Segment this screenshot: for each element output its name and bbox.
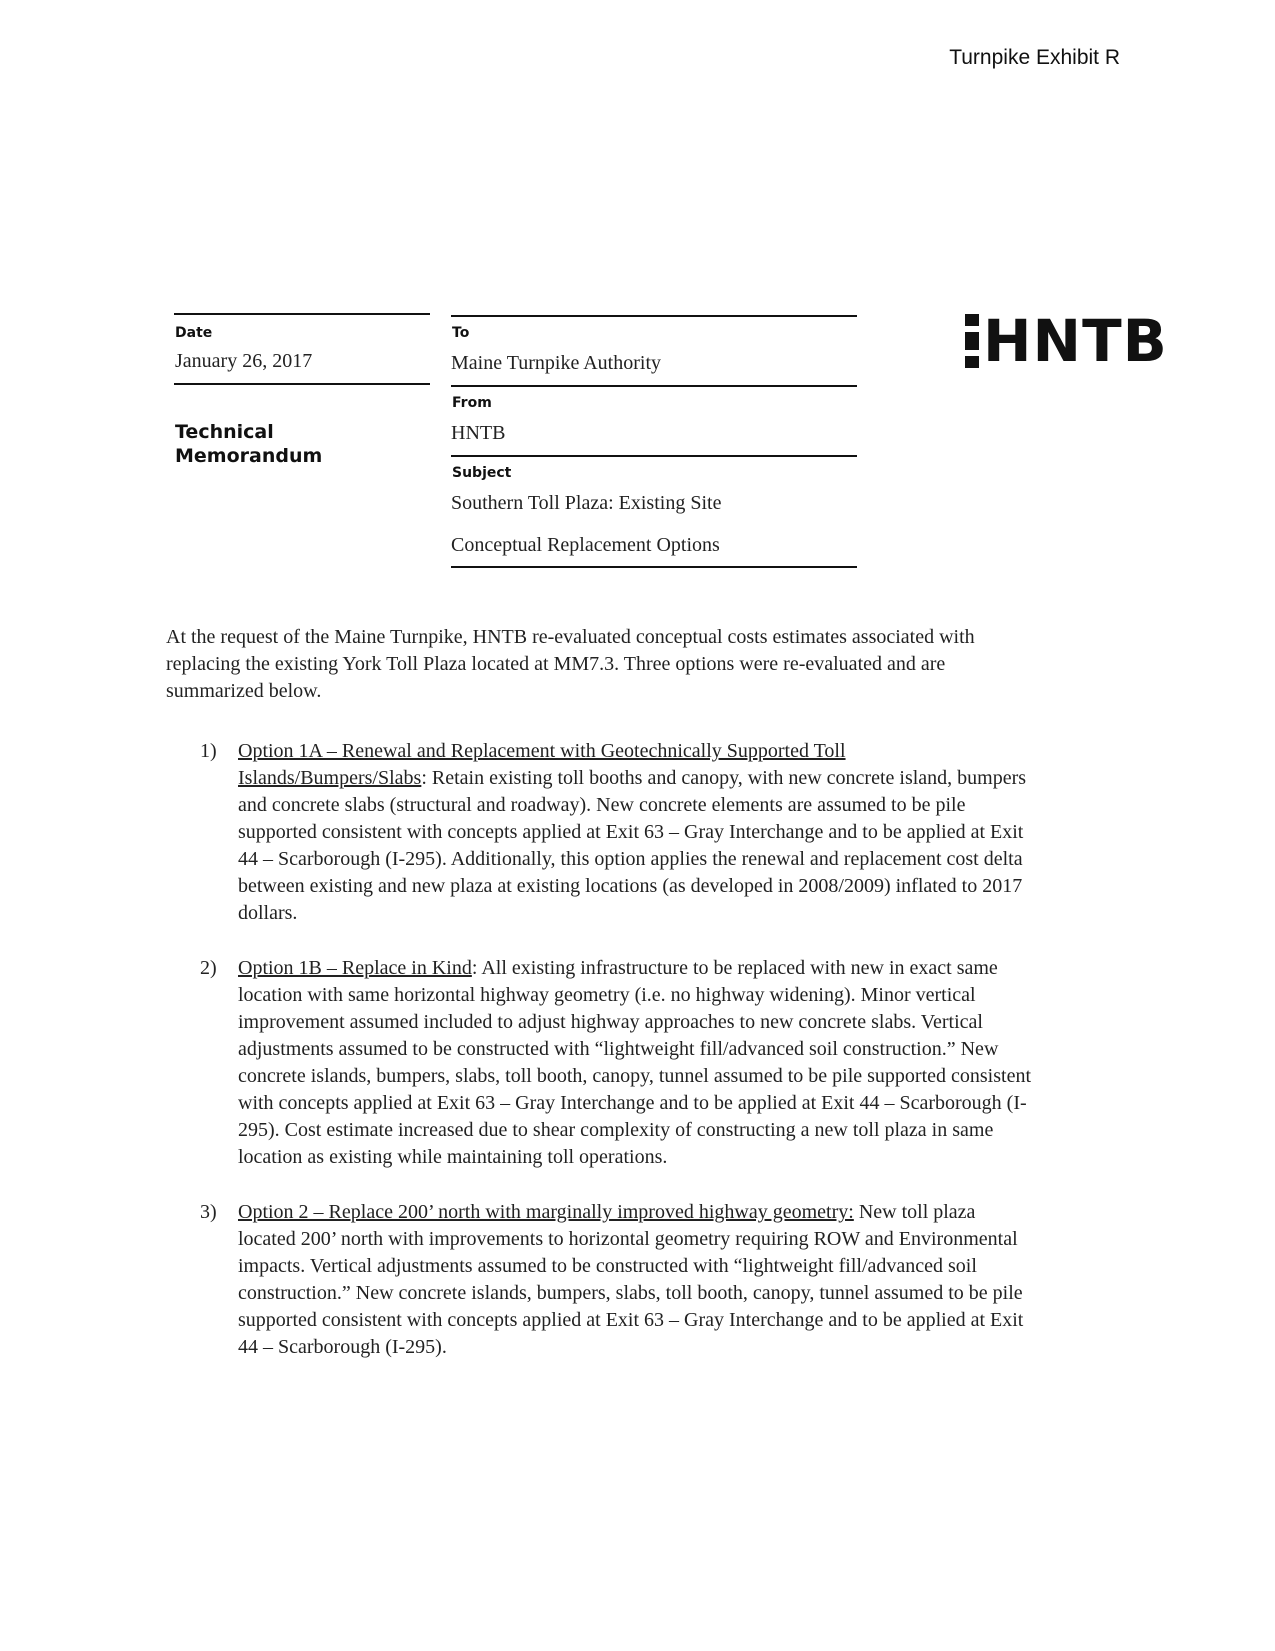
options-list [166,738,1036,1389]
subject-label: Subject [452,465,512,481]
option-body: Retain existing toll booths and canopy, with new concrete island, bumpers and concrete slabs (structural and roadway). New concrete elements are assumed to be pile supported consistent with concepts applied at Exit 63 – Gray Interchange and to be applied at Exit 44 – Scarborough (I-295). Additionally, this option applies the renewal and replacement cost delta between existing and new plaza at existing locations (as developed in 2008/2009) inflated to 2017 dollars. [238,767,1027,924]
from-value: HNTB [451,422,506,444]
option-body: All existing infrastructure to be replaced with new in exact same location with same horizontal highway geometry (i.e. no highway widening). Minor vertical improvement assumed included to adjust highway approaches to new concrete slabs. Vertical adjustments assumed to be constructed with “lightweight fill/advanced soil construction.” New concrete islands, bumpers, slabs, toll booth, canopy, tunnel assumed to be pile supported consistent with concepts applied at Exit 63 – Gray Interchange and to be applied at Exit 44 – Scarborough (I-295). Cost estimate increased due to shear complexity of constructing a new toll plaza in same location as existing while maintaining toll operations. [238,957,1031,1168]
date-value: January 26, 2017 [175,350,313,372]
option-title: Option 1B – Replace in Kind [238,957,472,979]
to-value: Maine Turnpike Authority [451,352,662,374]
from-label: From [452,395,492,411]
option-separator: : [421,767,427,789]
option-title: Option 2 – Replace 200’ north with marginally improved highway geometry: [238,1201,854,1223]
subject-line-1: Southern Toll Plaza: Existing Site [451,492,722,514]
subject-line-2: Conceptual Replacement Options [451,534,720,556]
intro-paragraph: At the request of the Maine Turnpike, HNTB re-evaluated conceptual costs estimates associated with replacing the existing York Toll Plaza located at MM7.3. Three options were re-evaluated and are summarized below. [166,626,975,702]
subject-bottom-rule [451,566,857,568]
memo-type [175,420,322,468]
hntb-logo [965,307,1168,375]
option-item [166,955,1036,1171]
exhibit-label: Turnpike Exhibit R [949,46,1120,69]
date-top-rule [174,313,430,315]
to-top-rule [451,315,857,317]
to-label: To [452,325,470,341]
from-bottom-rule [451,455,857,457]
memo-type-line1: Technical [175,421,274,443]
memo-type-line2: Memorandum [175,445,323,467]
logo-mark-icon [965,314,979,368]
option-item [166,738,1036,927]
option-title: Option 1A – Renewal and Replacement with Geotechnically Supported Toll Islands/Bumpers/Slabs [238,740,846,789]
date-bottom-rule [174,383,430,385]
option-body: New toll plaza located 200’ north with improvements to horizontal geometry requiring ROW and Environmental impacts. Vertical adjustments assumed to be constructed with “lightweight fill/advanced soil construction.” New concrete islands, bumpers, slabs, toll booth, canopy, tunnel assumed to be pile supported consistent with concepts applied at Exit 63 – Gray Interchange and to be applied at Exit 44 – Scarborough (I-295). [238,1201,1024,1358]
to-bottom-rule [451,385,857,387]
option-item [166,1199,1036,1361]
option-number: 3) [200,1201,217,1223]
logo-text: HNTB [983,307,1168,375]
option-number: 1) [200,740,217,762]
option-separator: : [471,957,478,979]
date-label: Date [175,325,213,341]
option-number: 2) [200,957,217,979]
